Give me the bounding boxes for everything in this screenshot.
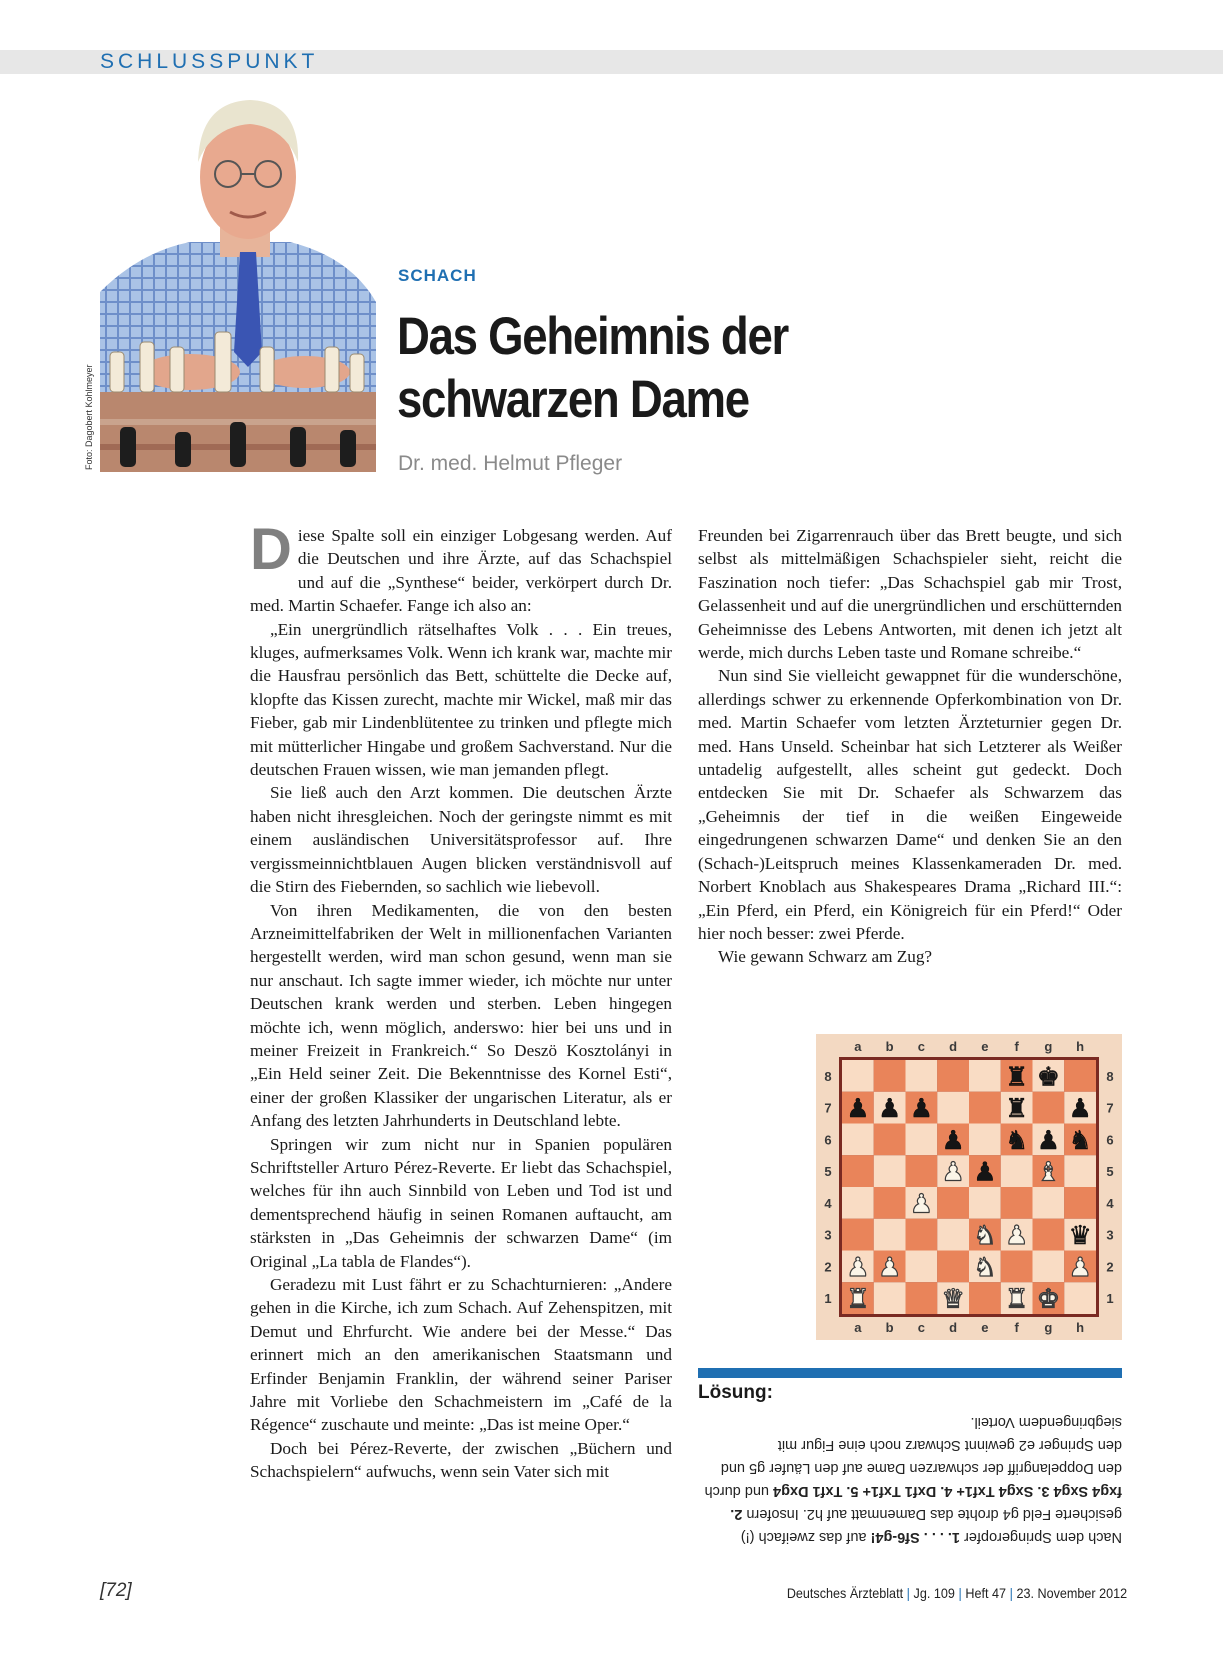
board-square [937,1092,969,1124]
board-square [1033,1251,1065,1283]
board-square [874,1282,906,1314]
board-square [1064,1155,1096,1187]
board-square [842,1060,874,1092]
paragraph: Springen wir zum nicht nur in Spanien populären Schriftsteller Arturo Pérez-Reverte. Er liebt das Schachspiel, welches für ihn auch Sinnbild von Leben und Tod ist und dementsprechend häufig in seinen Romanen auftaucht, am stärksten in „Das Geheimnis der schwarzen Dame“ (im Original „La tabla de Flandes“). [250,1134,672,1271]
footer-separator: | [958,1585,962,1601]
board-square [874,1124,906,1156]
rank-label-left: 2 [824,1259,832,1275]
rank-label-left: 6 [824,1132,832,1148]
white-rook-icon: ♜ [846,1284,870,1315]
rank-label-left: 8 [824,1068,832,1084]
rank-label-left: 7 [824,1100,832,1116]
solution-text-1: auf das zweifach (!) gesicherte Feld g4 drohte das Damenmatt auf h2. Insofern [740,1506,1122,1545]
black-knight-icon: ♞ [1068,1125,1092,1156]
board-square [1001,1187,1033,1219]
photo-credit: Foto: Dagobert Kohlmeyer [84,364,94,470]
rank-label-right: 6 [1106,1132,1114,1148]
footer-separator: | [1009,1585,1013,1601]
section-label: SCHLUSSPUNKT [100,50,319,73]
black-pawn-icon: ♟ [1036,1125,1061,1156]
board-square [1001,1155,1033,1187]
paragraph: Sie ließ auch den Arzt kommen. Die deutschen Ärzte haben nicht ihresgleichen. Noch der geringste nimmt es mit einem ausländischen Universitätsprofessor auf. Ihre vergissmeinnichtblauen Augen blicken verständnisvoll auf die Stirn des Fiebernden, so sachlich wie liebevoll. [250,783,672,897]
board-square [874,1060,906,1092]
white-pawn-icon: ♟ [1004,1221,1029,1252]
board-square [842,1187,874,1219]
white-rook-icon: ♜ [1004,1284,1029,1315]
article-author: Dr. med. Helmut Pfleger [398,452,623,475]
board-square [1064,1187,1096,1219]
file-label-bottom: a [854,1320,862,1335]
board-square [937,1187,969,1219]
paragraph: Nun sind Sie vielleicht gewappnet für die wunderschöne, allerdings schwer zu erkennende Opferkombination von Dr. med. Martin Schaefer vom letzten Ärzteturnier gegen Dr. med. Hans Unseld. Scheinbar hat sich Letzterer als Weißer untadelig aufgestellt, alles scheint gut gedeckt. Doch entdecken Sie mit Dr. Schaefer als Schwarzem das „Geheimnis der tief in die weißen Eingeweide eingedrungenen schwarzen Dame“ und denken Sie an den (Schach-)Leitspruch meines Klassenkameraden Dr. med. Norbert Knoblach aus Shakespeares Drama „Richard III.“: „Ein Pferd, ein Pferd, ein Königreich für ein Pferd!“ Oder hier noch besser: zwei Pferde. [698,666,1122,943]
footer-date: 23. November 2012 [1016,1585,1127,1601]
board-square [1033,1187,1065,1219]
black-pawn-icon: ♟ [846,1094,870,1125]
board-square [874,1155,906,1187]
white-pawn-icon: ♟ [941,1157,965,1188]
board-square [1064,1282,1096,1314]
title-line-2: schwarzen Dame [397,370,749,429]
paragraph-text: iese Spalte soll ein einziger Lobgesang werden. Auf die Deutschen und ihre Ärzte, auf das Schachspiel und auf die „Synthese“ beider, verkörpert durch Dr. med. Martin Schaefer. Fange ich also an: [250,526,672,616]
paragraph: Von ihren Medikamenten, die von den besten Arzneimittelfabriken der Welt in millionenfachen Varianten hergestellt werden, wird man schon gesund, wenn man sie nur anschaut. Ich sagte immer wieder, ich möchte nur unter Deutschen krank werden und sterben. Leben hingegen möchte ich, wenn möglich, anderswo: hier bei uns und in meiner Freizeit in Frankreich.“ So Deszö Kosztolányi in „Ein Held seiner Zeit. Die Bekenntnisse des Kornel Esti“, einer der großen Klassiker der ungarischen Literatur, als er Anfang des letzten Jahrhunderts in Deutschland lebte. [250,900,672,1131]
solution-moves-2: 2. fxg4 Sxg4 3. Sxg4 Txf1+ 4. Dxf1 Txf1+ 5. Txf1 Dxg4 [730,1483,1122,1522]
board-square [969,1124,1001,1156]
board-square [906,1124,938,1156]
board-square [937,1219,969,1251]
white-pawn-icon: ♟ [846,1252,870,1283]
white-pawn-icon: ♟ [877,1252,902,1283]
footer-separator: | [906,1585,910,1601]
paragraph: Doch bei Pérez-Reverte, der zwischen „Büchern und Schachspielern“ aufwuchs, wenn sein Vater sich mit [250,1438,672,1482]
rank-label-right: 7 [1106,1100,1114,1116]
file-label-top: e [981,1039,989,1054]
solution-intro: Nach dem Springeropfer [960,1529,1122,1545]
board-square [969,1187,1001,1219]
file-label-top: g [1044,1039,1053,1054]
board-square [906,1155,938,1187]
article-kicker: SCHACH [398,266,477,285]
board-square [937,1060,969,1092]
board-square [874,1219,906,1251]
drop-cap: D [250,517,292,582]
board-square [1033,1219,1065,1251]
solution-title: Lösung: [698,1382,773,1403]
black-rook-icon: ♜ [1004,1062,1029,1093]
paragraph: „Ein unergründlich rätselhaftes Volk . . . Ein treues, kluges, aufmerksames Volk. Wenn ich krank war, machte mir die Hausfrau persönlich das Bett, schüttelte die Decke auf, klopfte das Kissen zurecht, machte mir Wickel, maß mir das Fieber, gab mir Lindenblütentee zu trinken und pflegte mich mit mütterlicher Hingabe und großem Sachverstand. Nur die deutschen Frauen wissen, wie man jemanden pflegt. [250,619,672,780]
black-queen-icon: ♛ [1068,1221,1092,1252]
file-label-bottom: b [885,1320,894,1335]
white-king-icon: ♚ [1036,1284,1061,1315]
file-label-top: d [949,1039,958,1054]
file-label-bottom: g [1044,1320,1053,1335]
rank-label-right: 3 [1106,1227,1114,1243]
rank-label-left: 5 [824,1164,832,1180]
board-square [842,1124,874,1156]
file-label-top: f [1014,1039,1019,1054]
solution-text-upside-down [698,1410,1122,1548]
black-pawn-icon: ♟ [909,1094,934,1125]
file-label-top: b [885,1039,894,1054]
paragraph: Geradezu mit Lust fährt er zu Schachturnieren: „Andere gehen in die Kirche, ich zum Schach. Auf Zehenspitzen, mit Demut und Ehrfurcht. Wie andere bei der Messe.“ Das erinnert mich an den amerikanischen Staatsmann und Erfinder Benjamin Franklin, der während seiner Pariser Jahre mit Vorliebe den Schachmeistern im „Café de la Régence“ zuschaute und meinte: „Das ist meine Oper.“ [250,1275,672,1435]
chess-diagram [816,1034,1122,1340]
rank-label-left: 1 [824,1291,832,1307]
board-square [969,1060,1001,1092]
board-square [1064,1060,1096,1092]
paragraph: Freunden bei Zigarrenrauch über das Brett beugte, und sich selbst als mittelmäßigen Schachspieler sieht, reicht die Faszination noch tiefer: „Das Schachspiel gab mir Trost, Gelassenheit und auf die unergründlichen und erschütternden Geheimnisse des Lebens Antworten, mit denen ich jetzt alt werde, mich durchs Leben taste und Romane schreibe.“ [698,526,1122,663]
board-square [937,1251,969,1283]
file-label-bottom: e [981,1320,989,1335]
white-knight-icon: ♞ [973,1221,997,1252]
file-label-top: c [917,1039,925,1054]
board-square [1001,1251,1033,1283]
board-square [874,1187,906,1219]
black-pawn-icon: ♟ [941,1125,965,1156]
article-column-1 [250,517,672,1484]
black-pawn-icon: ♟ [877,1094,902,1125]
file-label-bottom: f [1014,1320,1019,1335]
page-number: [72] [100,1580,132,1601]
board-square [906,1282,938,1314]
board-square [969,1282,1001,1314]
file-label-bottom: c [917,1320,925,1335]
footer-issue: Heft 47 [965,1585,1006,1601]
board-square [842,1155,874,1187]
board-square [842,1219,874,1251]
white-knight-icon: ♞ [973,1252,997,1283]
article-title [397,305,844,431]
board-square [906,1251,938,1283]
white-pawn-icon: ♟ [909,1189,934,1220]
black-king-icon: ♚ [1036,1062,1061,1093]
author-photo [100,92,376,472]
black-rook-icon: ♜ [1004,1094,1029,1125]
white-bishop-icon: ♝ [1036,1157,1061,1188]
board-square [906,1219,938,1251]
chess-board [816,1034,1122,1340]
board-square [1033,1092,1065,1124]
article-column-2 [698,524,1122,969]
file-label-top: a [854,1039,862,1054]
solution-move-1: 1. . . . Sf6-g4! [870,1529,960,1545]
paragraph [250,517,672,618]
rank-label-right: 2 [1106,1259,1114,1275]
footer-volume: Jg. 109 [913,1585,955,1601]
solution-text-2: und durch den Doppelangriff der schwarzen Dame auf den Läufer g5 und den Springer e2 gewinnt Schwarz noch eine Figur mit siegbringendem Vorteil. [704,1414,1122,1499]
file-label-bottom: d [949,1320,958,1335]
rank-label-right: 4 [1106,1195,1114,1211]
rank-label-right: 8 [1106,1068,1114,1084]
file-label-top: h [1076,1039,1085,1054]
solution-bar [698,1368,1122,1378]
rank-label-right: 1 [1106,1291,1114,1307]
white-queen-icon: ♛ [941,1284,965,1315]
title-line-1: Das Geheimnis der [397,307,788,366]
footer-journal: Deutsches Ärzteblatt [786,1585,903,1601]
rank-label-left: 4 [824,1195,832,1211]
board-square [969,1092,1001,1124]
rank-label-left: 3 [824,1227,832,1243]
footer-citation [787,1585,1127,1601]
file-label-bottom: h [1076,1320,1085,1335]
black-pawn-icon: ♟ [1068,1094,1092,1125]
rank-label-right: 5 [1106,1164,1114,1180]
black-pawn-icon: ♟ [973,1157,997,1188]
black-knight-icon: ♞ [1004,1125,1029,1156]
board-square [906,1060,938,1092]
paragraph: Wie gewann Schwarz am Zug? [718,947,933,967]
white-pawn-icon: ♟ [1068,1252,1092,1283]
